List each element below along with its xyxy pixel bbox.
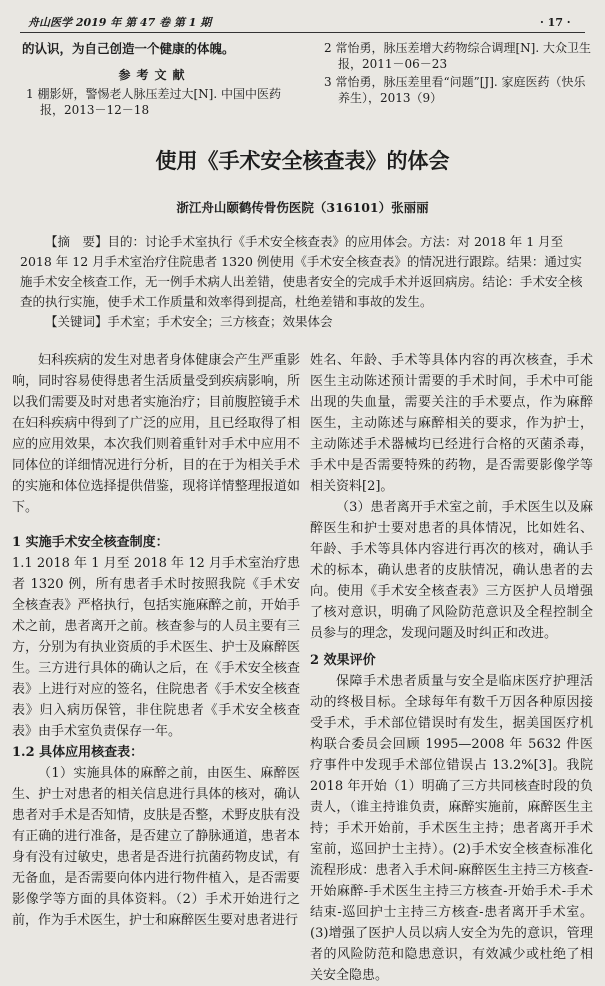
previous-article-refs xyxy=(320,40,595,108)
left-column xyxy=(12,350,300,931)
section-1-1-paragraph: 1.1 2018 年 1 月至 2018 年 12 月手术室治疗患者 1320 例，所有患者手术时按照我院《手术安全核查表》严格执行，包括实施麻醉之前，开始手术之前，患者离开之前。核查参与的人员主要有三方，分别为有执业资质的手术医生、护士及麻醉医生。三方进行具体的确认之后，在《手术安全核查表》上进行对应的签名，住院患者《手术安全核查表》归入病历保管，非住院患者《手术安全核查表》由手术室负责保存一年。 xyxy=(12,556,300,739)
running-header: 舟山医学 2019 年 第 47 卷 第 1 期 xyxy=(28,16,212,29)
section-2-heading: 2 效果评价 xyxy=(310,653,376,668)
continuation-text: 的认识，为自己创造一个健康的体魄。 xyxy=(22,41,235,56)
right-paragraph-3: 保障手术患者质量与安全是临床医疗护理活动的终极目标。全球每年有数千万因各种原因接受手术，手术部位错误时有发生，据美国医疗机构联合委员会回顾 1995—2008 年 5632 件医疗事件中发现手术部位错误占 13.2%[3]。我院 2018 年开始（1）明确了三方共同核查时段的负责人，（谁主持谁负责，麻醉实施前，麻醉医生主持；手术开始前，手术医生主持；患者离开手术室前，巡回护士主持）。(2)手术安全核查标准化流程形成：患者入手术间-麻醉医生主持三方核查-开始麻醉-手术医生主持三方核查-开始手术-手术结束-巡回护士主持三方核查-患者离开手术室。(3)增强了医护人员以病人安全为先的意识，管理者的风险防范和隐患意识，有效减少或杜绝了相关安全隐患。 xyxy=(310,674,593,983)
section-1-heading: 1 实施手术安全核查制度： xyxy=(12,535,169,550)
article-title: 使用《手术安全核查表》的体会 xyxy=(155,149,450,173)
reference-1: 1 棚影妍，警惕老人脉压差过大[N]. 中国中医药报，2013－12－18 xyxy=(26,87,281,117)
right-column xyxy=(310,350,593,986)
author-line: 浙江舟山颐鹤传骨伤医院（316101）张丽丽 xyxy=(176,200,429,215)
intro-paragraph: 妇科疾病的发生对患者身体健康会产生严重影响，同时容易使得患者生活质量受到疾病影响，所以我们需要及时对患者实施治疗；目前腹腔镜手术在妇科疾病中得到了广泛的应用，且已经取得了相应的应用效果，本次我们则着重针对手术中应用不同体位的详细情况进行分析，目的在于为相关手术的实施和体位选择提供借鉴，现将详情整理报道如下。 xyxy=(12,353,300,515)
right-paragraph-2: （3）患者离开手术室之前，手术医生以及麻醉医生和护士要对患者的具体情况，比如姓名、年龄、手术等具体内容进行再次的核对，确认手术的标本，确认患者的皮肤情况，确认患者的去向。使用《手术安全核查表》三方医护人员增强了核对意识，明确了风险防范意识及全程控制全员参与的理念，发现问题及时纠正和改进。 xyxy=(310,500,593,641)
abstract-text: 【摘 要】目的：讨论手术室执行《手术安全核查表》的应用体会。方法：对 2018 年 1 月至 2018 年 12 月手术室治疗住院患者 1320 例使用《手术安全核查表》的情况进行跟踪。结果：通过实施手术安全核查工作，无一例手术病人出差错，使患者安全的完成手术并返回病房。结论：手术安全核查的执行实施，使手术工作质量和效率得到提高，杜绝差错和事故的发生。 xyxy=(20,234,583,309)
reference-2: 2 常怡勇，脉压差增大药物综合调理[N]. 大众卫生报，2011－06－23 xyxy=(324,41,591,71)
header-rule xyxy=(20,32,585,33)
reference-3: 3 常怡勇，脉压差里看“问题”[J]. 家庭医药（快乐养生），2013（9） xyxy=(324,75,586,105)
section-1-2-heading: 1.2 具体应用核查表： xyxy=(12,745,144,760)
abstract xyxy=(20,232,590,332)
previous-article-tail xyxy=(22,40,287,120)
keywords: 【关键词】手术室；手术安全；三方核查；效果体会 xyxy=(45,314,333,329)
references-heading: 参考文献 xyxy=(118,68,191,82)
page-number: · 17 · xyxy=(540,16,571,29)
section-1-2-paragraph: （1）实施具体的麻醉之前，由医生、麻醉医生、护士对患者的相关信息进行具体的核对，确认患者对手术是否知情，皮肤是否整，术野皮肤有没有正确的进行准备，是否建立了静脉通道，患者本身有没有过敏史，患者是否进行抗菌药物皮试，有无备血，是否需要向体内进行物件植入，是否需要影像学等方面的具体资料。（2）手术开始进行之前，作为手术医生，护士和麻醉医生要对患者进行 xyxy=(12,766,300,928)
right-paragraph-1: 姓名、年龄、手术等具体内容的再次核查，手术医生主动陈述预计需要的手术时间，手术中可能出现的失血量，需要关注的手术要点，作为麻醉医生，主动陈述与麻醉相关的要求，作为护士，主动陈述手术器械均已经进行合格的灭菌杀毒，手术中是否需要特殊的药物，是否需要影像学等相关资料[2]。 xyxy=(310,353,593,494)
